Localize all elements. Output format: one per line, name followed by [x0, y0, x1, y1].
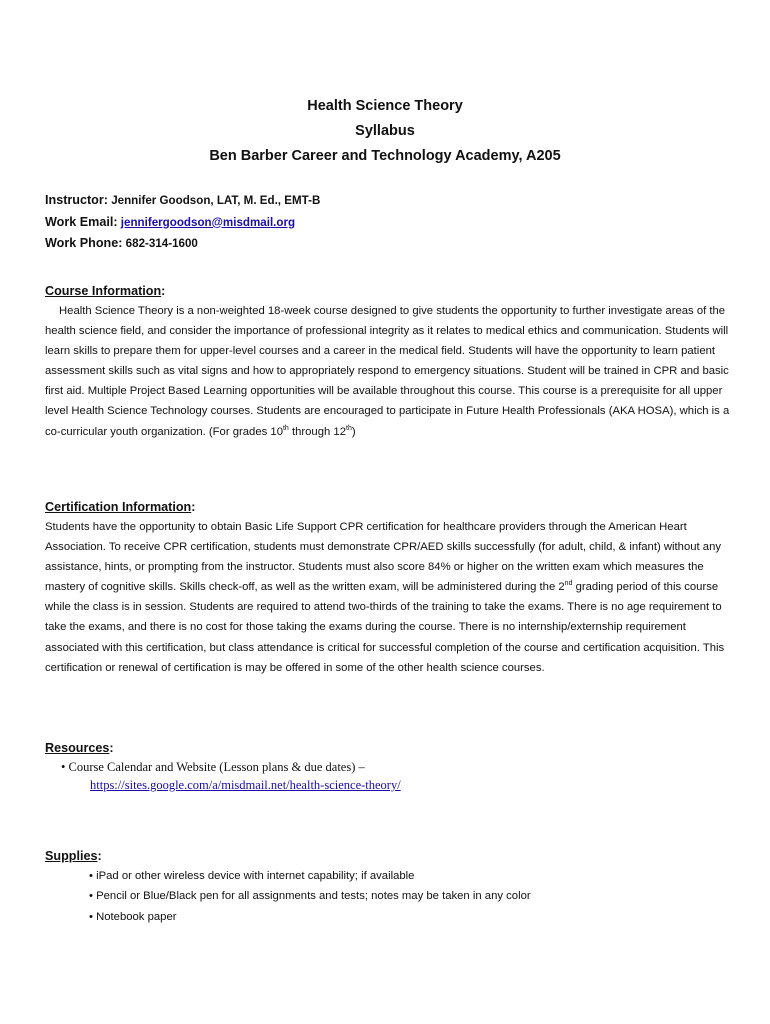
phone-line: [45, 233, 320, 255]
resource-item: • Course Calendar and Website (Lesson plans & due dates) –: [61, 760, 365, 774]
supply-item-pen: • Pencil or Blue/Black pen for all assignments and tests; notes may be taken in any color: [89, 890, 531, 903]
course-title: Health Science Theory: [307, 98, 463, 114]
course-info-sup-2: th: [346, 424, 352, 432]
course-information-section: [45, 281, 735, 442]
certification-paragraph: [45, 517, 735, 678]
supplies-heading: Supplies:: [45, 849, 102, 863]
resources-section: [45, 738, 735, 794]
course-info-text-3: ): [351, 425, 356, 438]
supplies-heading-text: Supplies: [45, 849, 98, 863]
phone-label: Work Phone:: [45, 236, 123, 250]
resources-list: [45, 758, 735, 794]
course-information-paragraph: [45, 301, 735, 442]
phone-number: 682-314-1600: [125, 237, 198, 250]
resources-heading-text: Resources: [45, 741, 110, 755]
certification-information-section: [45, 497, 735, 678]
email-line: [45, 212, 320, 234]
certification-heading-text: Certification Information: [45, 500, 192, 514]
document-title: [0, 94, 770, 169]
resources-heading: Resources:: [45, 741, 114, 755]
supplies-section: [45, 846, 735, 927]
instructor-line: [45, 190, 320, 212]
course-information-heading: Course Information:: [45, 284, 166, 298]
certification-text-1: Students have the opportunity to obtain Basic Life Support CPR certification for healthcare providers through the American Heart Association. To receive CPR certification, students must demonstrate CPR/AED skills successfully (for adult, child, & infant) without any assistance, hints, or prompting from the instructor. Students must also score 84% or higher on the written exam which measures the mastery of cognitive skills. Skills check-off, as well as the written exam, will be administered during the 2: [45, 521, 721, 594]
course-information-heading-text: Course Information: [45, 284, 162, 298]
instructor-label: Instructor:: [45, 193, 108, 207]
email-link[interactable]: jennifergoodson@misdmail.org: [120, 215, 296, 229]
supplies-list: [45, 866, 735, 927]
course-info-sup-1: th: [282, 424, 289, 432]
email-label: Work Email:: [45, 214, 118, 229]
resource-website-link[interactable]: https://sites.google.com/a/misdmail.net/health-science-theory/: [90, 778, 401, 792]
supply-item-device: • iPad or other wireless device with internet capability; if available: [89, 870, 415, 882]
course-info-text-1: Health Science Theory is a non-weighted 18-week course designed to give students the opportunity to further investigate areas of the health science field, and consider the importance of professional integrity as it relates to medical ethics and communication. Students will learn skills to prepare them for upper-level courses and a career in the medical field. Students will have the opportunity to learn patient assessment skills such as vital signs and how to appropriately respond to emergency situations. Student will be trained in CPR and basic first aid. Multiple Project Based Learning opportunities will be available throughout this course. This course is a prerequisite for all upper level Health Science Technology courses. Students are encouraged to participate in Future Health Professionals (AKA HOSA), which is a co-curricular youth organization. (For grades 10: [45, 305, 730, 438]
certification-information-heading: Certification Information:: [45, 500, 196, 514]
school-name: Ben Barber Career and Technology Academy, A205: [209, 148, 561, 164]
instructor-name: Jennifer Goodson, LAT, M. Ed., EMT-B: [111, 194, 321, 207]
certification-sup: nd: [564, 580, 573, 588]
certification-text-2: grading period of this course while the class is in session. Students are required to attend two-thirds of the training to take the exams. There is no age requirement to take the exams, and there is no cost for those taking the exams during the course. There is no internship/externship requirement associated with this certification, but class attendance is critical for successful completion of the course and certification acquisition. This certification or renewal of certification is may be offered in some of the other health science courses.: [45, 581, 725, 674]
document-subtitle: Syllabus: [355, 123, 415, 139]
supply-item-notebook: • Notebook paper: [89, 910, 177, 923]
contact-block: [45, 190, 320, 255]
course-info-text-2: through 12: [288, 425, 346, 438]
